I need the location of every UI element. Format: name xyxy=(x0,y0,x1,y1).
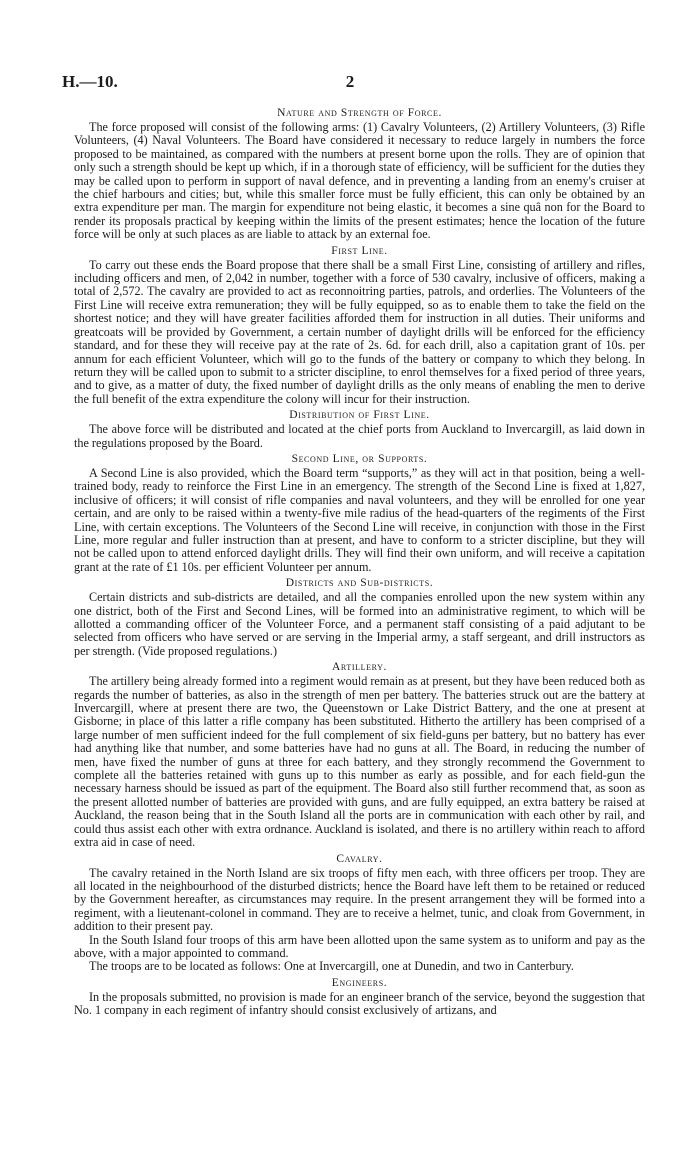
section-heading: Nature and Strength of Force. xyxy=(277,107,442,119)
section-heading: Engineers. xyxy=(331,976,388,989)
paragraph: The above force will be distributed and located at the chief ports from Auckland to Invercargill, as laid down in the regulations proposed by the Board. xyxy=(74,422,645,450)
paragraph: The troops are to be located as follows: One at Invercargill, one at Dunedin, and two in Canterbury. xyxy=(89,959,574,974)
section-heading: Second Line, or Supports. xyxy=(291,452,428,465)
paragraph: The cavalry retained in the North Island are six troops of fifty men each, with three officers per troop. They are all located in the neighbourhood of the disturbed districts; hence the Board have left them to be retained or reduced by the Government hereafter, as circumstances may require. In the present arrangement they will be formed into a regiment, with a lieutenant-colonel in command. They are to receive a helmet, tunic, and cloak from Government, in addition to their present pay. xyxy=(74,865,645,934)
section-heading: First Line. xyxy=(331,244,388,257)
paragraph: To carry out these ends the Board propose that there shall be a small First Line, consisting of artillery and rifles, including officers and men, of 2,042 in number, together with a force of 530 cavalry, inclusive of officers, making a total of 2,572. The cavalry are provided to act as reconnoitring parties, patrols, and orderlies. The Volunteers of the First Line will receive extra remuneration; they will be fully equipped, so as to enable them to take the field on the shortest notice; and they will have greater facilities afforded them for instruction in all duties. Their uniforms and greatcoats will be provided by Government, a certain number of daylight drills will be enforced for the efficiency standard, and for these they will receive pay at the rate of 2s. 6d. for each drill, also a capitation grant of 10s. per annum for each efficient Volunteer, which will go to the funds of the battery or company to which they belong. In return they will be called upon to submit to a stricter discipline, to enrol themselves for a fixed period of three years, and to give, as a matter of duty, the fixed number of daylight drills as the only means of enabling the men to derive the full benefit of the extra expenditure the colony will incur for their instruction. xyxy=(74,257,645,406)
section-heading: Distribution of First Line. xyxy=(289,409,430,422)
page-number: 2 xyxy=(345,72,355,91)
section-heading: Artillery. xyxy=(332,661,387,674)
section-heading: Districts and Sub-districts. xyxy=(285,577,434,590)
document-reference: H.—10. xyxy=(62,72,118,91)
document-body xyxy=(74,104,645,1018)
paragraph: The artillery being already formed into a regiment would remain as at present, but they have been reduced both as regards the number of batteries, as also in the strength of men per battery. The batteries struck out are the battery at Invercargill, where at present there are two, the Queenstown or Lake District Battery, and the one at present at Gisborne; in place of this latter a rifle company has been substituted. Hitherto the artillery has been comprised of a large number of men sufficient indeed for the full complement of six field-guns per battery, but no battery has ever had anything like that number, and some batteries have had no guns at all. The Board, in reducing the number of men, have fixed the number of guns at three for each battery, and they strongly recommend the Government to complete all the batteries retained with guns up to this number as early as possible, and for each field-gun the necessary harness should be issued as part of the equipment. The Board also still further recommend that, as soon as the present allotted number of batteries are provided with guns, and are fully equipped, an extra battery be raised at Auckland, the reason being that in the South Island all the ports are in communication with each other by rail, and could thus assist each other with extra ordnance. Auckland is isolated, and there is no artillery within reach to afford extra aid in case of need. xyxy=(74,674,645,850)
page-header xyxy=(62,72,638,94)
paragraph: Certain districts and sub-districts are detailed, and all the companies enrolled upon the new system within any one district, both of the First and Second Lines, will be formed into an administrative regiment, to which will be allotted a commanding officer of the Volunteer Force, and a permanent staff consisting of a paid adjutant to be selected from officers who have served or are serving in the Imperial army, a staff sergeant, and drill instructors as per strength. (Vide proposed regulations.) xyxy=(74,590,645,658)
paragraph: In the proposals submitted, no provision is made for an engineer branch of the service, beyond the suggestion that No. 1 company in each regiment of infantry should consist exclusively of artizans, and xyxy=(74,989,645,1018)
section-heading: Cavalry. xyxy=(336,852,383,865)
paragraph: In the South Island four troops of this arm have been allotted upon the same system as to uniform and pay as the above, with a major appointed to command. xyxy=(74,932,645,960)
paragraph: A Second Line is also provided, which the Board term “supports,” as they will act in that position, being a well-trained body, ready to reinforce the First Line in an emergency. The strength of the Second Line is fixed at 1,827, inclusive of officers; it will consist of rifle companies and naval volunteers, and they will be enrolled for one year certain, and are only to be raised within a twenty-five mile radius of the head-quarters of the regiments of the First Line, with certain exceptions. The Volunteers of the Second Line will receive, in conjunction with those in the First Line, more regular and fuller instruction than at present, and have to conform to a stricter discipline, but they will not be called upon to attend enforced daylight drills. They will find their own uniform, and will receive a capitation grant at the rate of £1 10s. per efficient Volunteer per annum. xyxy=(74,465,645,574)
paragraph: The force proposed will consist of the following arms: (1) Cavalry Volunteers, (2) Artillery Volunteers, (3) Rifle Volunteers, (4) Naval Volunteers. The Board have considered it necessary to reduce largely in numbers the force proposed to be maintained, as compared with the numbers at present borne upon the rolls. They are of opinion that only such a strength should be kept up which, if in a thorough state of efficiency, will be sufficient for the duties they may be called upon to perform in support of naval defence, and in preventing a landing from an enemy's cruiser at the chief harbours and cities; but, while this smaller force must be fully efficient, this can only be obtained by an extra expenditure per man. The margin for expenditure not being elastic, it becomes a sine quâ non for the Board to render its proposals practical by keeping within the limits of the present estimates; hence the location of the future force will be only at such places as are liable to attack by an external foe. xyxy=(74,120,645,242)
